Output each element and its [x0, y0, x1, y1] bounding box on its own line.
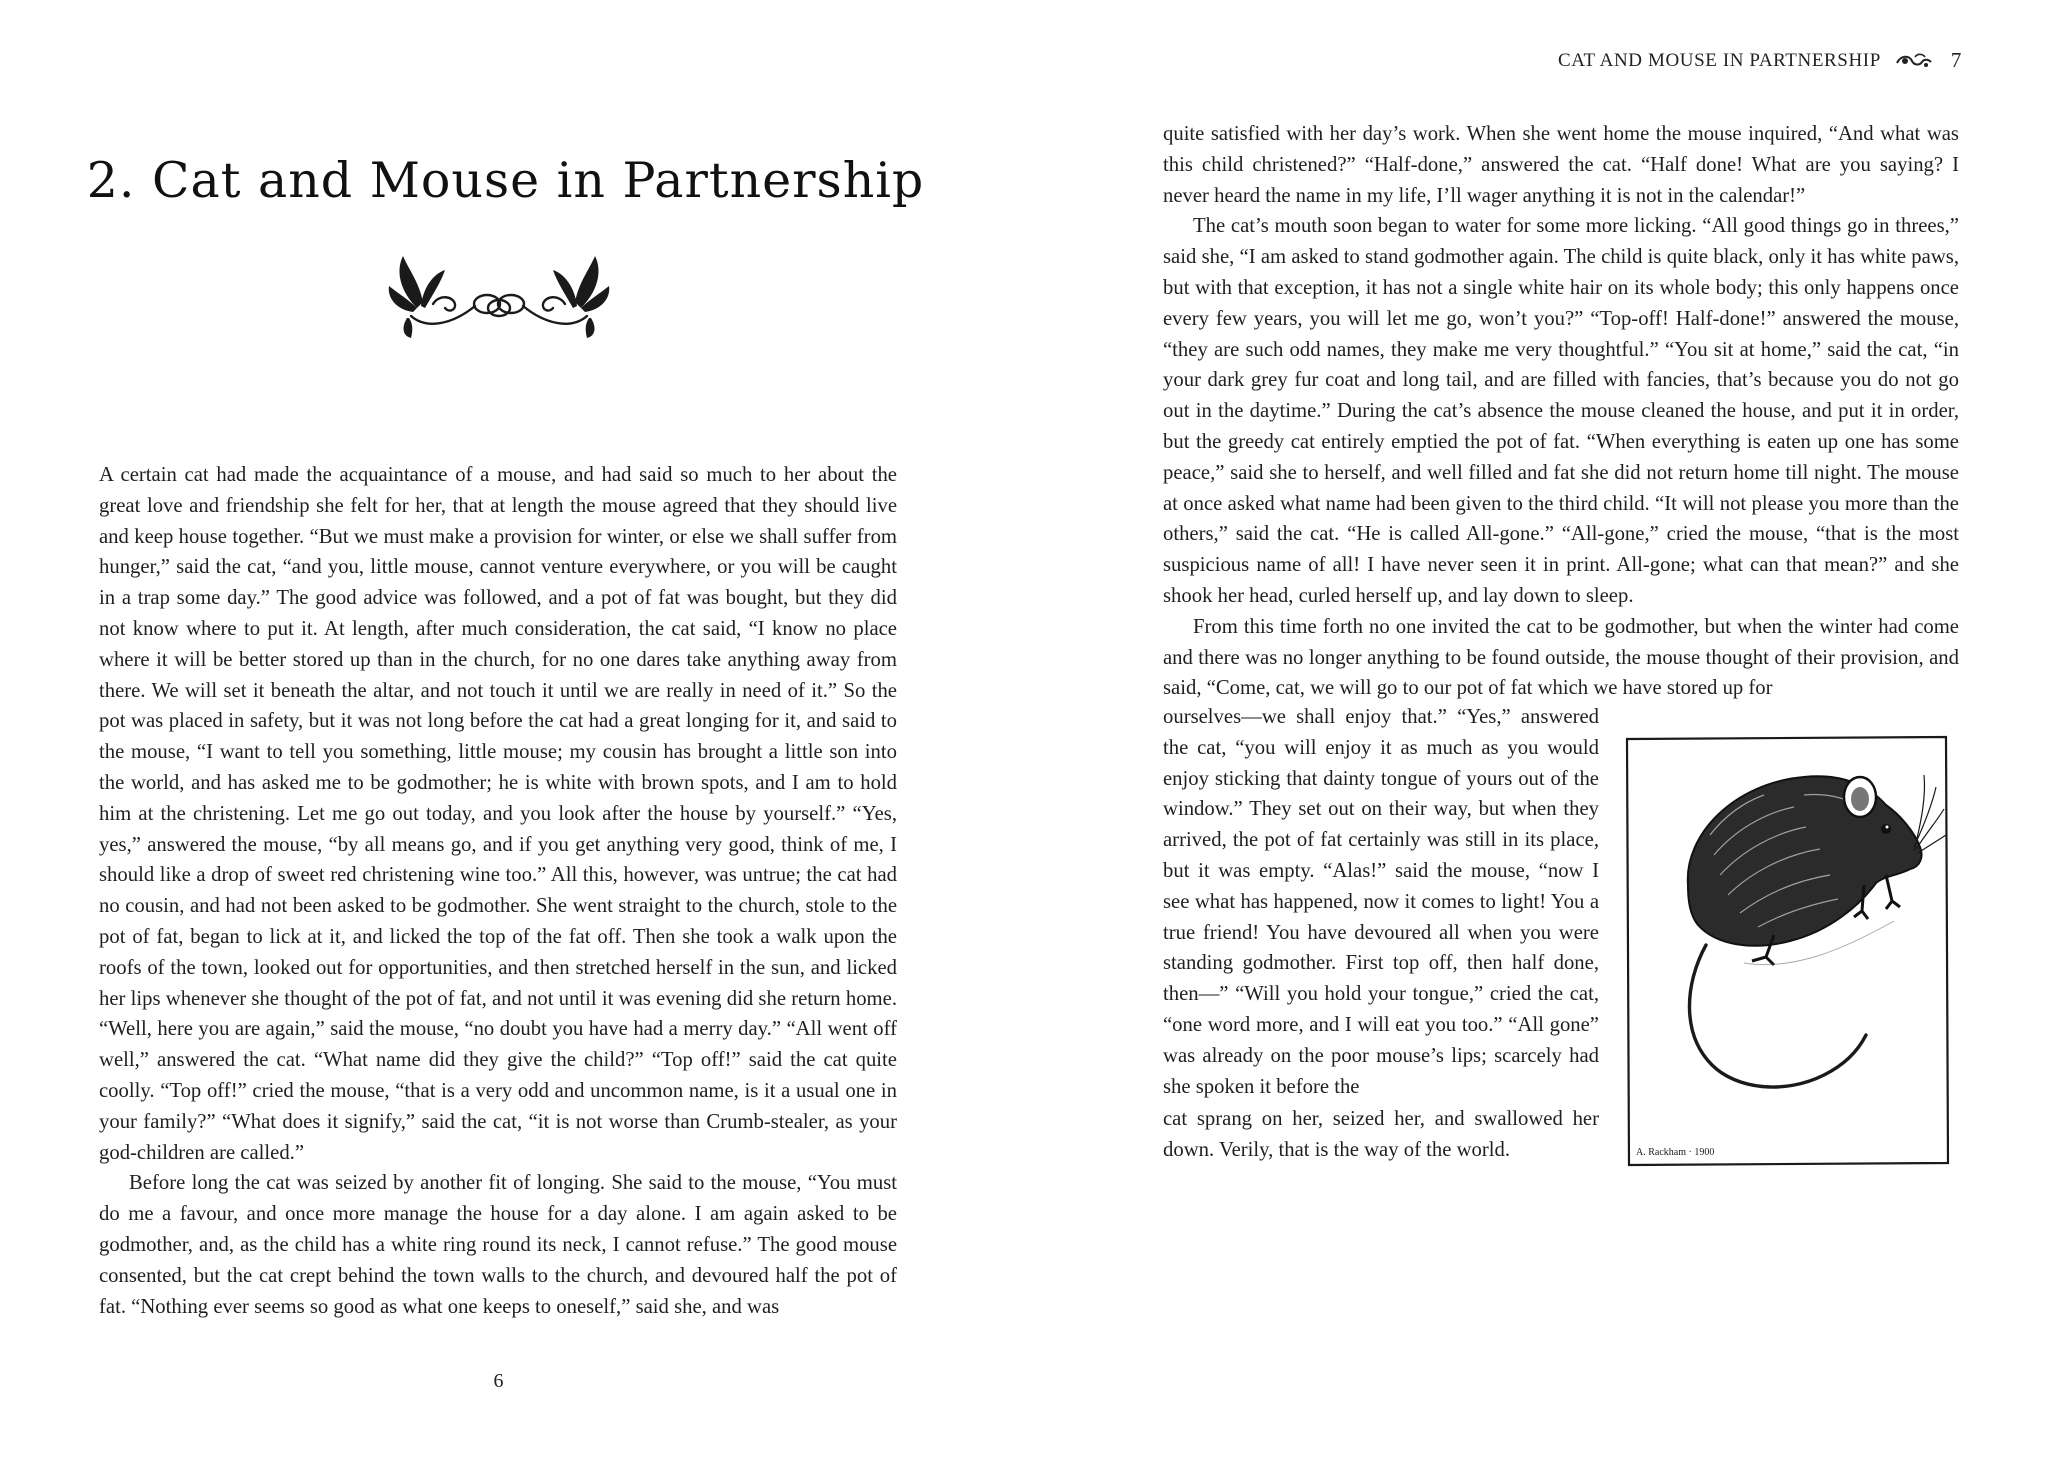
running-head — [1558, 48, 1962, 73]
running-head-ornament-icon — [1895, 51, 1933, 71]
right-paragraph-wrap: ourselves—we shall enjoy that.” “Yes,” answered the cat, “you will enjoy it as much as you would enjoy sticking that dainty tongue of yours out of the window.” They set out on their way, but when they arrived, the pot of fat certainly was still in its place, but it was empty. “Alas!” said the mouse, “now I see what has happened, now it comes to light! You a true friend! You have devoured all when you were standing godmother. First top off, then half done, then—” “Will you hold your tongue,” cried the cat, “one word more, and I will eat you too.” “All gone” was already on the poor mouse’s lips; scarcely had she spoken it before the — [1163, 706, 1599, 1098]
left-paragraph-1: A certain cat had made the acquaintance of a mouse, and had said so much to her about the great love and friendship she felt for her, that at length the mouse agreed that they should live and keep house together. “But we must make a provision for winter, or else we shall suffer from hunger,” said the cat, “and you, little mouse, cannot venture everywhere, or you will be caught in a trap some day.” The good advice was followed, and a pot of fat was bought, but they did not know where to put it. At length, after much consideration, the cat said, “I know no place where it will be better stored up than in the church, for no one dares take anything away from there. We will set it beneath the altar, and not touch it until we are really in need of it.” So the pot was placed in safety, but it was not long before the cat had a great longing for it, and said to the mouse, “I want to tell you something, little mouse; my cousin has brought a little son into the world, and has asked me to be godmother; he is white with brown spots, and I am to hold him at the christening. Let me go out today, and you look after the house by yourself.” “Yes, yes,” answered the mouse, “by all means go, and if you get anything very good, think of me, I should like a drop of sweet red christening wine too.” All this, however, was untrue; the cat had no cousin, and had not been asked to be godmother. She went straight to the church, stole to the pot of fat, began to lick at it, and licked the top of the fat off. Then she took a walk upon the roofs of the town, looked out for opportunities, and then stretched herself in the sun, and licked her lips whenever she thought of the pot of fat, and not until it was evening did she return home. “Well, here you are again,” said the mouse, “no doubt you have had a merry day.” “All went off well,” answered the cat. “What name did they give the child?” “Top off!” said the cat quite coolly. “Top off!” cried the mouse, “that is a very odd and uncommon name, is it a usual one in your family?” “What does it signify,” said the cat, “it is not worse than Crumb-stealer, as your god-children are called.” — [99, 464, 897, 1164]
illustration-signature: A. Rackham · 1900 — [1636, 1147, 1715, 1158]
right-paragraph-3: From this time forth no one invited the cat to be godmother, but when the winter had come and there was no longer anything to be found outside, the mouse thought of their provision, and said, “Come, cat, we will go to our pot of fat which we have stored up for — [1163, 615, 1959, 700]
right-page-tail-text — [1163, 1104, 1599, 1166]
left-paragraph-2: Before long the cat was seized by another fit of longing. She said to the mouse, “You must do me a favour, and once more manage the house for a day alone. I am again asked to be godmother, and, as the child has a white ring round its neck, I cannot refuse.” The good mouse consented, but the cat crept behind the town walls to the church, and devoured half the pot of fat. “Nothing ever seems so good as what one keeps to oneself,” said she, and was — [99, 1172, 897, 1318]
right-page-number: 7 — [1950, 48, 1962, 72]
left-page-body — [99, 460, 897, 1322]
right-page-wrap-text — [1163, 702, 1599, 1102]
right-paragraph-1: quite satisfied with her day’s work. When she went home the mouse inquired, “And what was this child christened?” “Half-done,” answered the cat. “Half done! What are you saying? I never heard the name in my life, I’ll wager anything it is not in the calendar!” — [1163, 123, 1959, 207]
mouse-illustration — [1624, 735, 1951, 1167]
fleuron-ornament-icon — [383, 246, 615, 342]
running-head-title: CAT AND MOUSE IN PARTNERSHIP — [1558, 49, 1881, 71]
right-page-body — [1163, 119, 1959, 704]
chapter-title: 2. Cat and Mouse in Partnership — [86, 152, 925, 209]
right-paragraph-2: The cat’s mouth soon began to water for some more licking. “All good things go in threes,” said she, “I am asked to stand godmother again. The child is quite black, only it has white paws, but with that exception, it has not a single white hair on its whole body; this only happens once every few years, you will let me go, won’t you?” “Top-off! Half-done!” answered the mouse, “they are such odd names, they make me very thoughtful.” “You sit at home,” said the cat, “in your dark grey fur coat and long tail, and are filled with fancies, that’s because you do not go out in the daytime.” During the cat’s absence the mouse cleaned the house, and put it in order, but the greedy cat entirely emptied the pot of fat. “When everything is eaten up one has some peace,” said she to herself, and well filled and fat she did not return home till night. The mouse at once asked what name had been given to the third child. “It will not please you more than the others,” said the cat. “He is called All-gone.” “All-gone,” cried the mouse, “that is the most suspicious name of all! I have never seen it in print. All-gone; what can that mean?” and she shook her head, curled herself up, and lay down to sleep. — [1163, 215, 1959, 607]
left-page-number: 6 — [493, 1370, 504, 1392]
right-paragraph-tail: cat sprang on her, seized her, and swallowed her down. Verily, that is the way of the world. — [1163, 1108, 1599, 1161]
